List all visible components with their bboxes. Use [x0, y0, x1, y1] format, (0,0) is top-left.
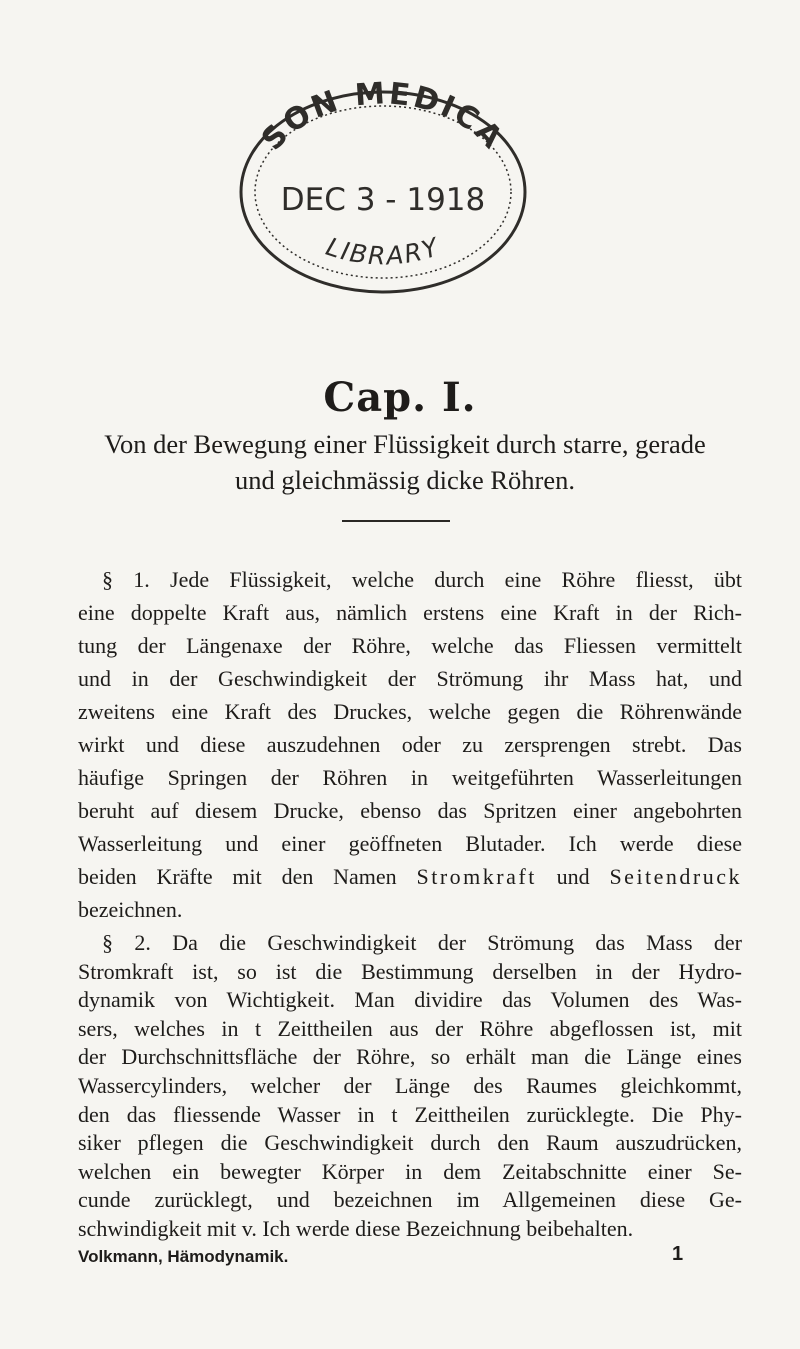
paragraph-line: Stromkraft ist, so ist die Bestimmung derselben in der Hydro-: [78, 958, 742, 984]
paragraph-line: zweitens eine Kraft des Druckes, welche gegen die Röhrenwände: [78, 699, 742, 724]
title-line: und gleichmässig dicke Röhren.: [234, 465, 575, 495]
term-seitendruck: Seitendruck: [609, 864, 743, 889]
paragraph-line: Wasserleitung und einer geöffneten Blutader. Ich werde diese: [78, 831, 742, 856]
paragraph-line: häufige Springen der Röhren in weitgeführten Wasserleitungen: [78, 765, 742, 790]
divider: [342, 520, 450, 522]
text-run: und: [556, 864, 590, 889]
paragraph-line: beruht auf diesem Drucke, ebenso das Spritzen einer angebohrten: [78, 798, 742, 823]
paragraph-line: bezeichnen.: [78, 897, 183, 922]
paragraph-line: schwindigkeit mit v. Ich werde diese Bezeichnung beibehalten.: [78, 1216, 634, 1241]
term-stromkraft: Stromkraft: [416, 864, 537, 889]
svg-text:LIBRARY: LIBRARY: [322, 231, 444, 271]
paragraph-line: cunde zurücklegt, und bezeichnen im Allgemeinen diese Ge-: [78, 1187, 742, 1213]
paragraph-line: [78, 863, 742, 891]
text-run: beiden Kräfte mit den Namen: [78, 864, 397, 889]
paragraph-line: welchen ein bewegter Körper in dem Zeitabschnitte einer Se-: [78, 1158, 742, 1184]
paragraph-line: sers, welches in t Zeittheilen aus der Röhre abgeflossen ist, mit: [78, 1015, 742, 1041]
footer-author: Volkmann, Hämodynamik.: [78, 1247, 289, 1266]
library-stamp-icon: [222, 72, 540, 304]
paragraph-line: § 2. Da die Geschwindigkeit der Strömung das Mass der: [102, 930, 742, 955]
signature-mark: 1: [672, 1243, 684, 1265]
paragraph-line: § 1. Jede Flüssigkeit, welche durch eine Röhre fliesst, übt: [102, 567, 742, 592]
svg-text:SON MEDICA: SON MEDICA: [255, 76, 511, 158]
chapter-heading: Cap. I.: [323, 374, 477, 421]
paragraph-line: der Durchschnittsfläche der Röhre, so erhält man die Länge eines: [78, 1044, 742, 1070]
paragraph-line: dynamik von Wichtigkeit. Man dividire das Volumen des Was-: [78, 987, 742, 1013]
paragraph-line: und in der Geschwindigkeit der Strömung ihr Mass hat, und: [78, 666, 742, 691]
paragraph-line: Wassercylinders, welcher der Länge des Raumes gleichkommt,: [78, 1073, 742, 1098]
paragraph-line: den das fliessende Wasser in t Zeittheilen zurücklegte. Die Phy-: [78, 1101, 742, 1127]
paragraph-line: tung der Längenaxe der Röhre, welche das Fliessen vermittelt: [78, 633, 742, 658]
title-line: Von der Bewegung einer Flüssigkeit durch starre, gerade: [104, 429, 706, 459]
paragraph-line: wirkt und diese auszudehnen oder zu zersprengen strebt. Das: [78, 732, 742, 757]
paragraph-line: siker pflegen die Geschwindigkeit durch den Raum auszudrücken,: [78, 1130, 742, 1156]
chapter-title: [60, 426, 750, 498]
paragraph-line: eine doppelte Kraft aus, nämlich erstens eine Kraft in der Rich-: [78, 600, 742, 625]
svg-text:DEC 3 - 1918: DEC 3 - 1918: [280, 182, 486, 218]
